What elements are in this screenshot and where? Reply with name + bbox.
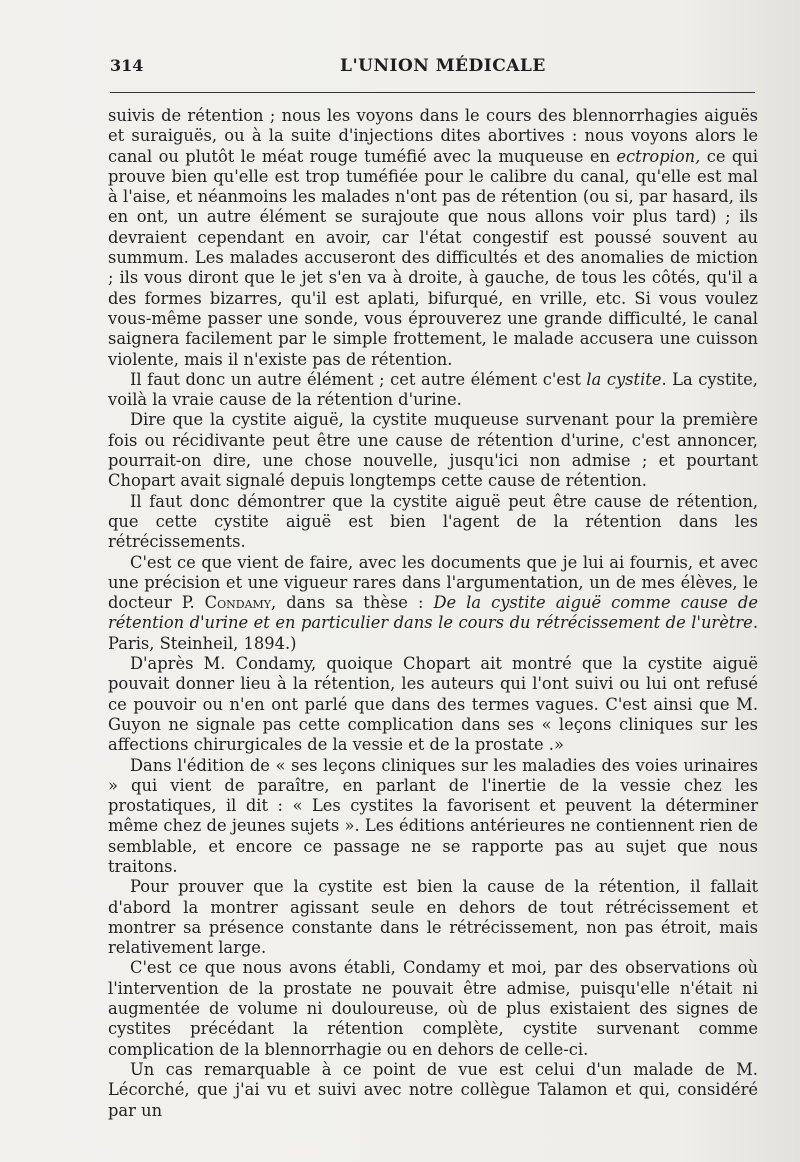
paragraph: suivis de rétention ; nous les voyons dans le cours des blennorrhagies aiguës et suraiguës, ou à la suite d'injections dites abortives : nous voyons alors le canal ou plutôt le méat rouge tuméfié avec la muqueuse en ectropion, ce qui prouve bien qu'elle est trop tuméfiée pour le calibre du canal, qu'elle est mal à l'aise, et néanmoins les malades n'ont pas de rétention (ou si, par hasard, ils en ont, un autre élément se surajoute que nous allons voir plus tard) ; ils devraient cependant en avoir, car l'état congestif est poussé souvent au summum. Les malades accuseront des difficultés et des anomalies de miction ; ils vous diront que le jet s'en va à droite, à gauche, de tous les côtés, qu'il a des formes bizarres, qu'il est aplati, bifurqué, en vrille, etc. Si vous voulez vous-même passer une sonde, vous éprouverez une grande difficulté, le canal saignera facilement par le simple frottement, le malade accusera une cuisson violente, mais il n'existe pas de rétention.	[108, 106, 758, 369]
paragraph: Pour prouver que la cystite est bien la cause de la rétention, il fallait d'abord la montrer agissant seule en dehors de tout rétrécissement et montrer sa présence constante dans le rétrécissement, non pas étroit, mais relativement large.	[108, 877, 758, 958]
page-number: 314	[110, 56, 144, 75]
paragraph: Un cas remarquable à ce point de vue est celui d'un malade de M. Lécorché, que j'ai vu et suivi avec notre collègue Talamon et qui, considéré par un	[108, 1059, 758, 1120]
paragraph: Dire que la cystite aiguë, la cystite muqueuse survenant pour la première fois ou récidivante peut être une cause de rétention d'urine, c'est annoncer, pourrait-on dire, une chose nouvelle, jusqu'ici non admise ; et pourtant Chopart avait signalé depuis longtemps cette cause de rétention.	[108, 410, 758, 491]
page-header	[110, 56, 755, 86]
paragraph: C'est ce que vient de faire, avec les documents que je lui ai fournis, et avec une précision et une vigueur rares dans l'argumentation, un de mes élèves, le docteur P. Condamy, dans sa thèse : De la cystite aiguë comme cause de rétention d'urine et en particulier dans le cours du rétrécissement de l'urètre. Paris, Steinheil, 1894.)	[108, 552, 758, 653]
paragraph: D'après M. Condamy, quoique Chopart ait montré que la cystite aiguë pouvait donner lieu à la rétention, les auteurs qui l'ont suivi ou lui ont refusé ce pouvoir ou n'en ont parlé que dans des termes vagues. C'est ainsi que M. Guyon ne signale pas cette complication dans ses « leçons cliniques sur les affections chirurgicales de la vessie et de la prostate .»	[108, 654, 758, 755]
paragraph: Il faut donc un autre élément ; cet autre élément c'est la cystite. La cystite, voilà la vraie cause de la rétention d'urine.	[108, 369, 758, 410]
body-text	[108, 106, 758, 1121]
paragraph: Il faut donc démontrer que la cystite aiguë peut être cause de rétention, que cette cystite aiguë est bien l'agent de la rétention dans les rétrécissements.	[108, 491, 758, 552]
journal-title: L'UNION MÉDICALE	[340, 56, 546, 76]
paragraph: Dans l'édition de « ses leçons cliniques sur les maladies des voies urinaires » qui vient de paraître, en parlant de l'inertie de la vessie chez les prostatiques, il dit : « Les cystites la favorisent et peuvent la déterminer même chez de jeunes sujets ». Les éditions antérieures ne contiennent rien de semblable, et encore ce passage ne se rapporte pas au sujet que nous traitons.	[108, 755, 758, 876]
paragraph: C'est ce que nous avons établi, Condamy et moi, par des observations où l'intervention de la prostate ne pouvait être admise, puisqu'elle n'était ni augmentée de volume ni douloureuse, où de plus existaient des signes de cystites précédant la rétention complète, cystite survenant comme complication de la blennorrhagie ou en dehors de celle-ci.	[108, 958, 758, 1059]
header-rule	[110, 92, 755, 93]
